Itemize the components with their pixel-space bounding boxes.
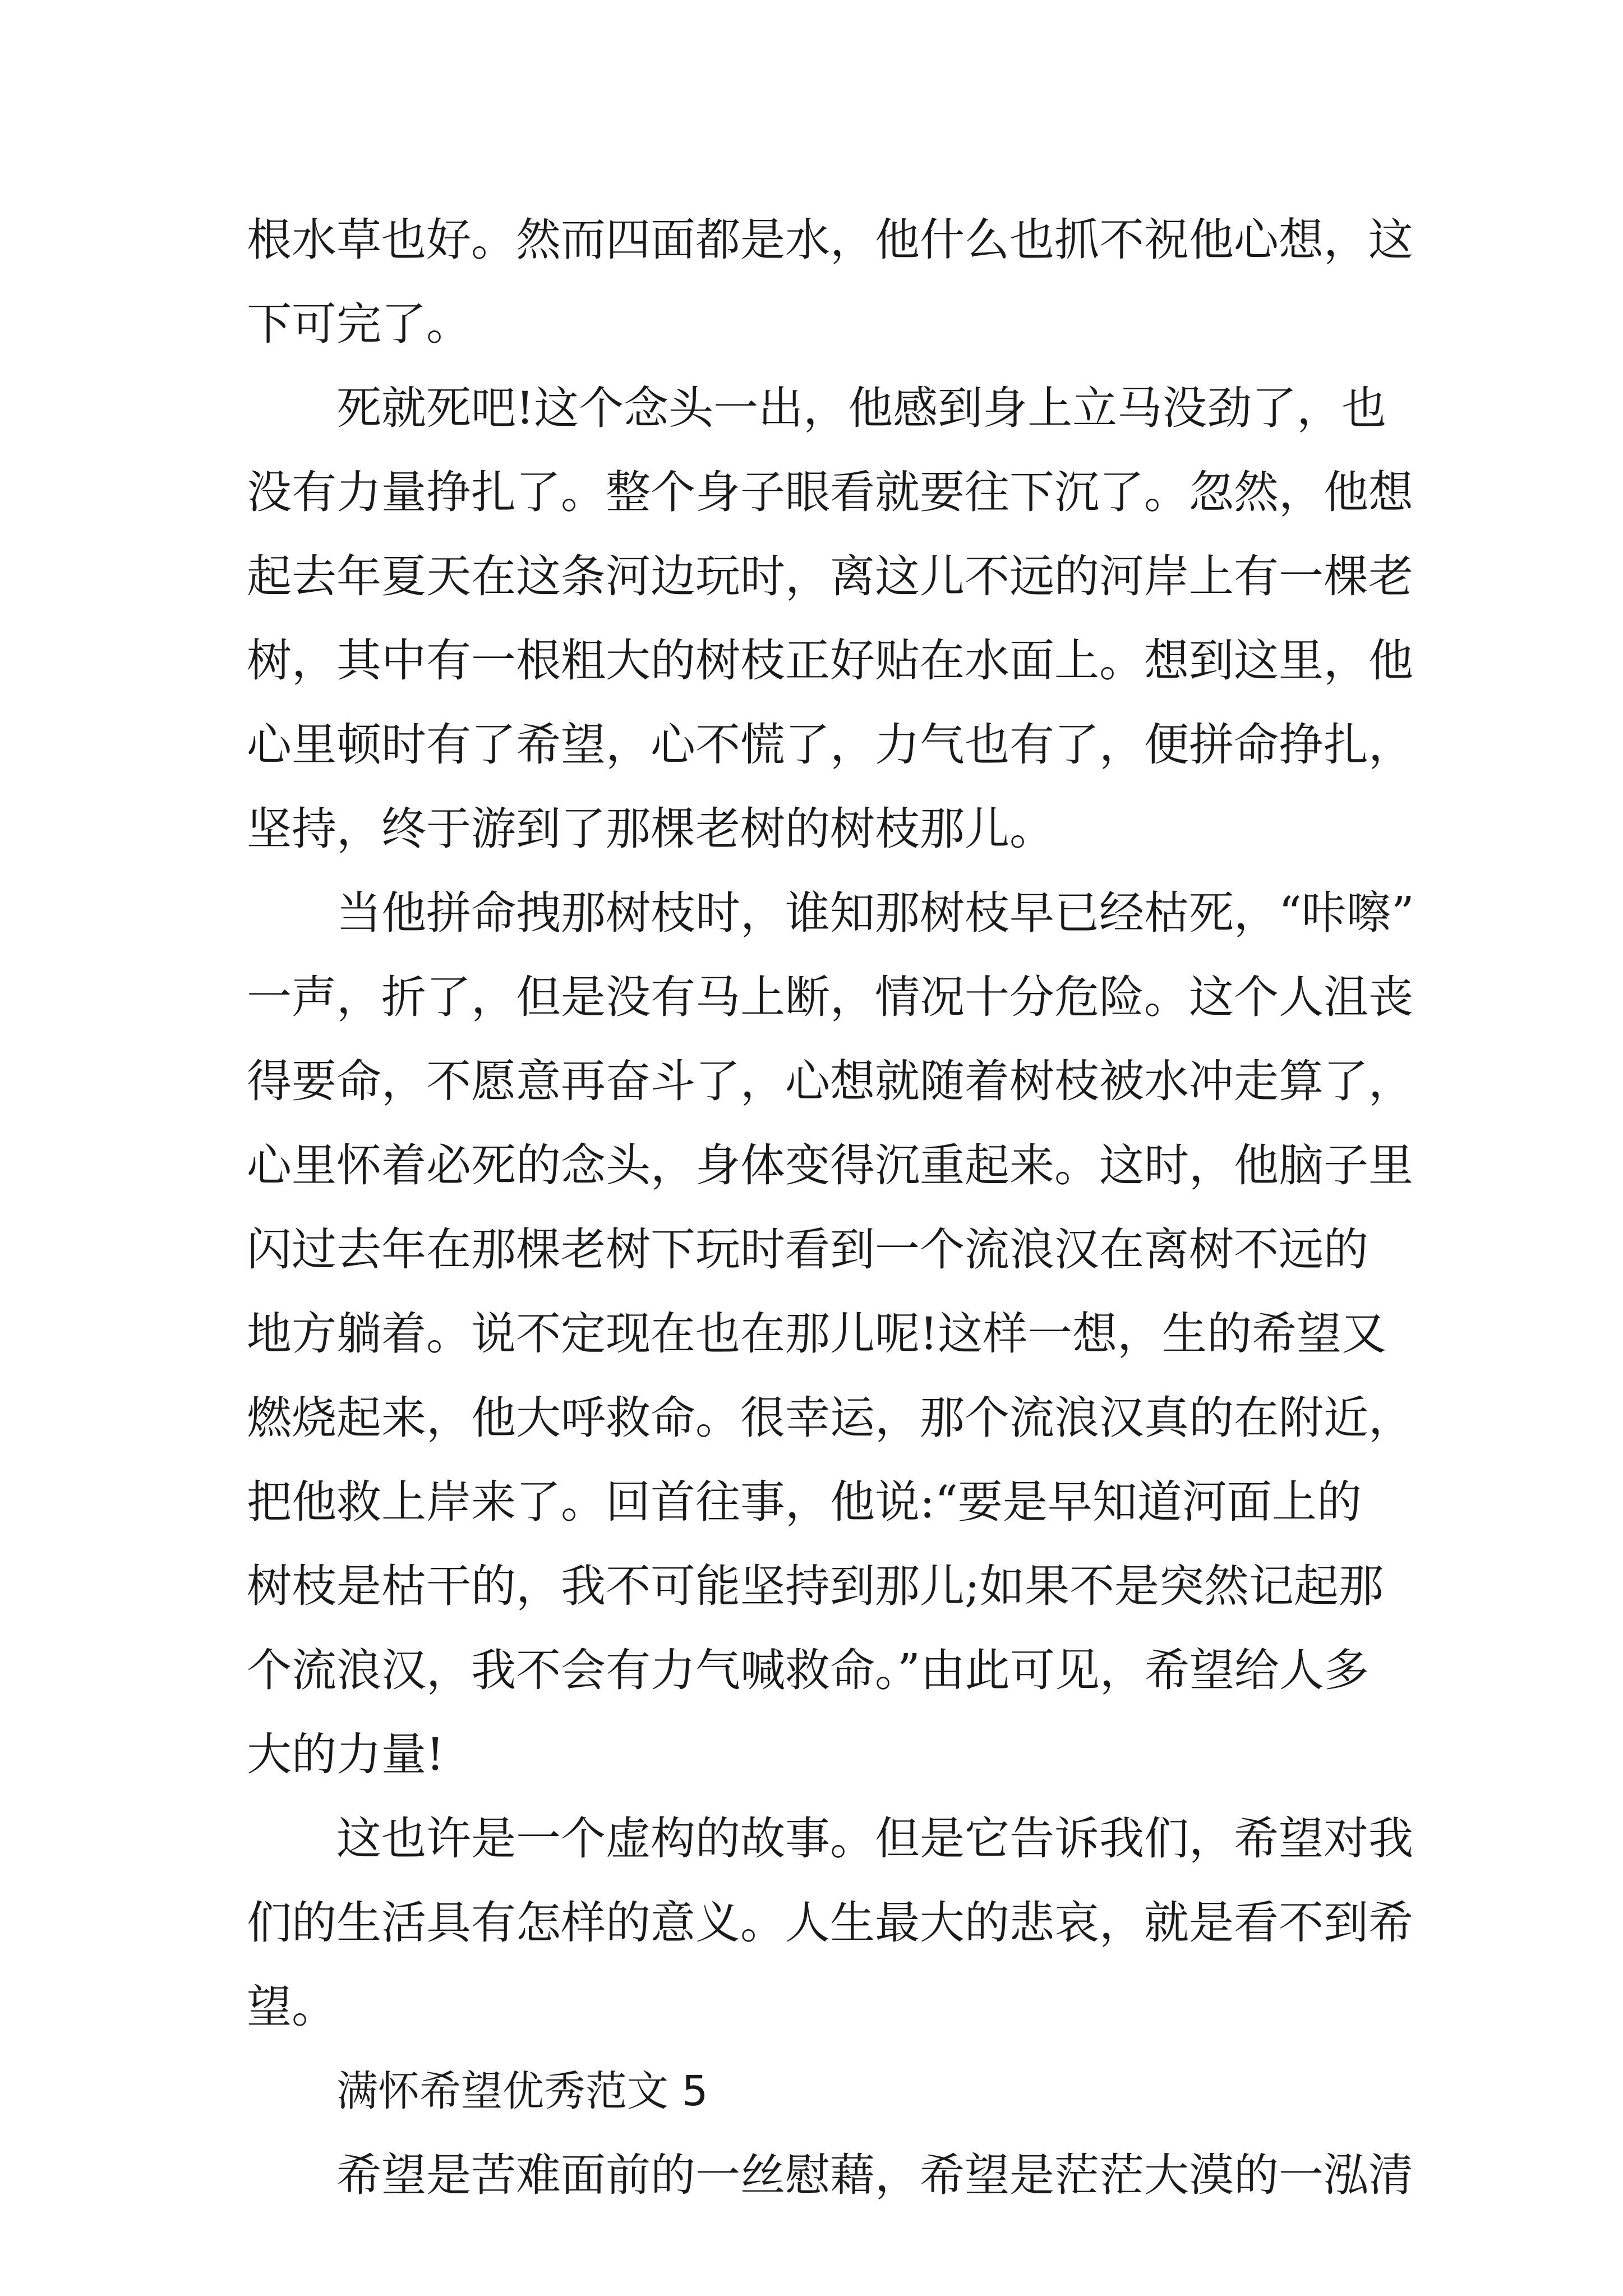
text-line: 心里怀着必死的念头，身体变得沉重起来。这时，他脑子里 <box>247 1139 1413 1191</box>
paragraph-start-line: 这也许是一个虚构的故事。但是它告诉我们，希望对我 <box>336 1812 1413 1865</box>
text-line: 坚持，终于游到了那棵老树的树枝那儿。 <box>247 803 1054 855</box>
text-line: 树，其中有一根粗大的树枝正好贴在水面上。想到这里，他 <box>247 634 1413 687</box>
text-line: 闪过去年在那棵老树下玩时看到一个流浪汉在离树不远的 <box>247 1223 1368 1276</box>
text-line: 没有力量挣扎了。整个身子眼看就要往下沉了。忽然，他想 <box>247 466 1413 518</box>
paragraph-start-line: 死就死吧!这个念头一出，他感到身上立马没劲了，也 <box>336 382 1387 434</box>
text-line: 个流浪汉，我不会有力气喊救命。”由此可见，希望给人多 <box>247 1644 1369 1696</box>
text-line: 起去年夏天在这条河边玩时，离这儿不远的河岸上有一棵老 <box>247 550 1413 602</box>
text-line: 得要命，不愿意再奋斗了，心想就随着树枝被水冲走算了， <box>247 1055 1413 1107</box>
section-heading: 满怀希望优秀范文 5 <box>336 2067 708 2115</box>
text-line: 把他救上岸来了。回首往事，他说:“要是早知道河面上的 <box>247 1476 1362 1528</box>
text-line: 下可完了。 <box>247 298 471 350</box>
text-line: 根水草也好。然而四面都是水，他什么也抓不祝他心想，这 <box>247 214 1413 266</box>
text-line: 们的生活具有怎样的意义。人生最大的悲哀，就是看不到希 <box>247 1897 1413 1949</box>
paragraph-start-line: 当他拼命拽那树枝时，谁知那树枝早已经枯死，“咔嚓” <box>336 887 1414 939</box>
text-line: 地方躺着。说不定现在也在那儿呢!这样一想，生的希望又 <box>247 1308 1387 1360</box>
text-line: 大的力量! <box>247 1728 445 1780</box>
paragraph-start-line: 希望是苦难面前的一丝慰藉，希望是茫茫大漠的一泓清 <box>336 2149 1413 2201</box>
text-line: 心里顿时有了希望，心不慌了，力气也有了，便拼命挣扎， <box>247 719 1413 771</box>
text-line: 望。 <box>247 1981 336 2033</box>
text-line: 一声，折了，但是没有马上断，情况十分危险。这个人沮丧 <box>247 971 1413 1023</box>
text-line: 燃烧起来，他大呼救命。很幸运，那个流浪汉真的在附近， <box>247 1392 1413 1444</box>
text-line: 树枝是枯干的，我不可能坚持到那儿;如果不是突然记起那 <box>247 1560 1384 1612</box>
